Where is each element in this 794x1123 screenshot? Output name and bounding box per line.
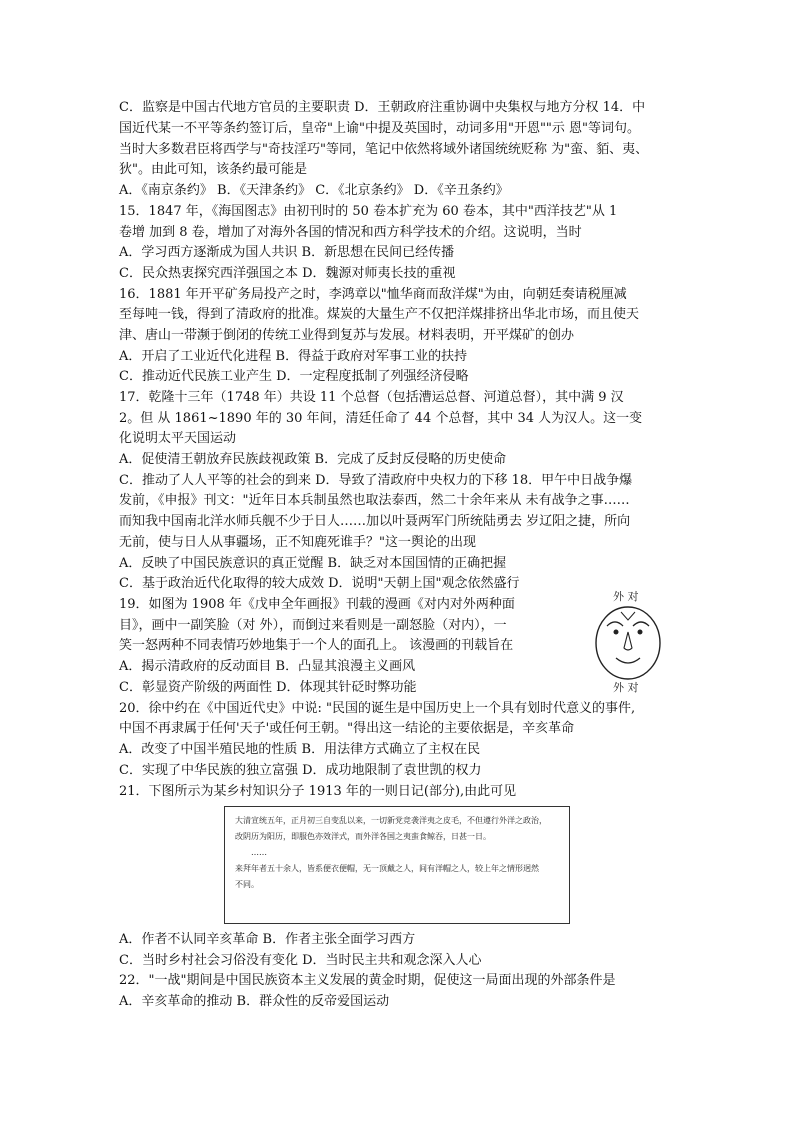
cartoon-top-label: 外 对 xyxy=(613,590,639,603)
question-17-options: A．促使清王朝放弃民族歧视政策 B．完成了反封反侵略的历史使命 xyxy=(119,452,507,467)
question-17-stem: 2。但 从 1861~1890 年的 30 年间，清廷任命了 44 个总督，其中 34 人为汉人。这一变 xyxy=(119,411,643,426)
question-19-options: A．揭示清政府的反动面目 B．凸显其浪漫主义画风 xyxy=(119,659,416,674)
question-21-stem: 21．下图所示为某乡村知识分子 1913 年的一则日记(部分),由此可见 xyxy=(119,784,517,799)
question-18-stem: 无前，使与日人从事疆场，正不知鹿死谁手？"这一舆论的出现 xyxy=(119,535,476,550)
question-22-stem: 22．"一战"期间是中国民族资本主义发展的黄金时期，促使这一局面出现的外部条件是 xyxy=(119,973,616,988)
question-22-options: A．辛亥革命的推动 B．群众性的反帝爱国运动 xyxy=(119,994,390,1009)
diary-line: 不同。 xyxy=(235,880,259,889)
question-16-stem: 16．1881 年开平矿务局投产之时，李鸿章以"恤华商而敌洋煤"为由，向朝廷奏请税厘减 xyxy=(119,287,627,302)
question-18-stem: 发前，《申报》刊文："近年日本兵制虽然也取法泰西，然二十余年来从 未有战争之事…… xyxy=(119,493,630,508)
question-18-options: A．反映了中国民族意识的真正觉醒 B．缺乏对本国国情的正确把握 xyxy=(119,556,507,571)
question-19-stem: 目》，画中一副笑脸（对 外），而倒过来看则是一副怒脸（对内），一 xyxy=(119,618,507,633)
question-16-options: C．推动近代民族工业产生 D．一定程度抵制了列强经济侵略 xyxy=(119,369,469,384)
question-15-options: A．学习西方逐渐成为国人共识 B．新思想在民间已经传播 xyxy=(119,245,455,260)
question-21-options: A．作者不认同辛亥革命 B．作者主张全面学习西方 xyxy=(119,932,416,947)
question-20-options: A．改变了中国半殖民地的性质 B．用法律方式确立了主权在民 xyxy=(119,742,481,757)
question-20-stem: 20．徐中约在《中国近代史》中说: "民国的诞生是中国历史上一个具有划时代意义的事件, xyxy=(119,701,636,716)
question-13-option-c-d-q14-stem: C．监察是中国古代地方官员的主要职责 D．王朝政府注重协调中央集权与地方分权 14．中 xyxy=(119,100,646,115)
question-17-stem: 17．乾隆十三年（1748 年）共设 11 个总督（包括漕运总督、河道总督），其中满 9 汉 xyxy=(119,390,624,405)
diary-line: 大清宣统五年，正月初三自变乱以来，一切新党竞袭洋夷之皮毛，不但遵行外洋之政治， xyxy=(235,816,547,825)
question-14-stem: 当时大多数君臣将西学与"奇技淫巧"等同，笔记中依然将域外诸国统统贬称 为"蛮、貊、夷、 xyxy=(119,142,649,157)
question-15-options: C．民众热衷探究西洋强国之本 D．魏源对师夷长技的重视 xyxy=(119,266,456,281)
question-15-stem: 15．1847 年，《海国图志》由初刊时的 50 卷本扩充为 60 卷本，其中"西洋技艺"从 1 xyxy=(119,204,618,219)
cartoon-bottom-label: 外 对 xyxy=(613,681,639,694)
question-14-stem: 狄"。由此可知，该条约最可能是 xyxy=(119,162,307,177)
question-20-options: C．实现了中华民族的独立富强 D．成功地限制了袁世凯的权力 xyxy=(119,763,482,778)
question-14-options: A．《南京条约》 B．《天津条约》 C．《北京条约》 D．《辛丑条约》 xyxy=(119,183,509,198)
question-19-options: C．彰显资产阶级的两面性 D．体现其针砭时弊功能 xyxy=(119,680,417,695)
question-14-stem: 国近代某一不平等条约签订后，皇帝"上谕"中提及英国时，动词多用"开恩""示 恩"等词句。 xyxy=(119,121,641,136)
question-16-stem: 至每吨一钱，得到了清政府的批准。煤炭的大量生产不仅把洋煤排挤出华北市场，而且使天 xyxy=(119,307,640,322)
question-20-stem: 中国不再隶属于任何'天子'或任何王朝。"得出这一结论的主要依据是，辛亥革命 xyxy=(119,721,575,736)
two-faces-cartoon xyxy=(583,588,673,694)
question-19-stem: 笑一怒两种不同表情巧妙地集于一个人的面孔上。 该漫画的刊载旨在 xyxy=(119,638,514,653)
diary-line: 来拜年者五十余人，皆系便衣便帽，无一顶戴之人，间有洋帽之人，较上年之情形迥然 xyxy=(235,864,539,873)
question-16-stem: 津、唐山一带濒于倒闭的传统工业得到复苏与发展。材料表明，开平煤矿的创办 xyxy=(119,328,575,343)
diary-ellipsis: …… xyxy=(251,848,267,857)
diary-excerpt-box xyxy=(224,806,570,924)
question-15-stem: 卷增 加到 8 卷，增加了对海外各国的情况和西方科学技术的介绍。这说明，当时 xyxy=(119,225,582,240)
question-18-options: C．基于政治近代化取得的较大成效 D．说明"天朝上国"观念依然盛行 xyxy=(119,576,520,591)
diary-line: 改阴历为阳历，即服色亦效洋式，而外洋各国之夷蛮食鲸吞，日甚一日。 xyxy=(235,832,491,841)
question-18-stem: 而知我中国南北洋水师兵舰不少于日人……加以叶聂两军门所统陆勇去 岁辽阳之捷，所向 xyxy=(119,514,631,529)
question-21-options: C．当时乡村社会习俗没有变化 D．当时民主共和观念深入人心 xyxy=(119,953,482,968)
question-16-options: A．开启了工业近代化进程 B．得益于政府对军事工业的扶持 xyxy=(119,349,468,364)
question-19-stem: 19．如图为 1908 年《戊申全年画报》刊载的漫画《对内对外两种面 xyxy=(119,597,515,612)
question-17-stem: 化说明太平天国运动 xyxy=(119,431,237,446)
question-17-options-q18-stem: C．推动了人人平等的社会的到来 D．导致了清政府中央权力的下移 18．甲午中日战争爆 xyxy=(119,473,633,488)
